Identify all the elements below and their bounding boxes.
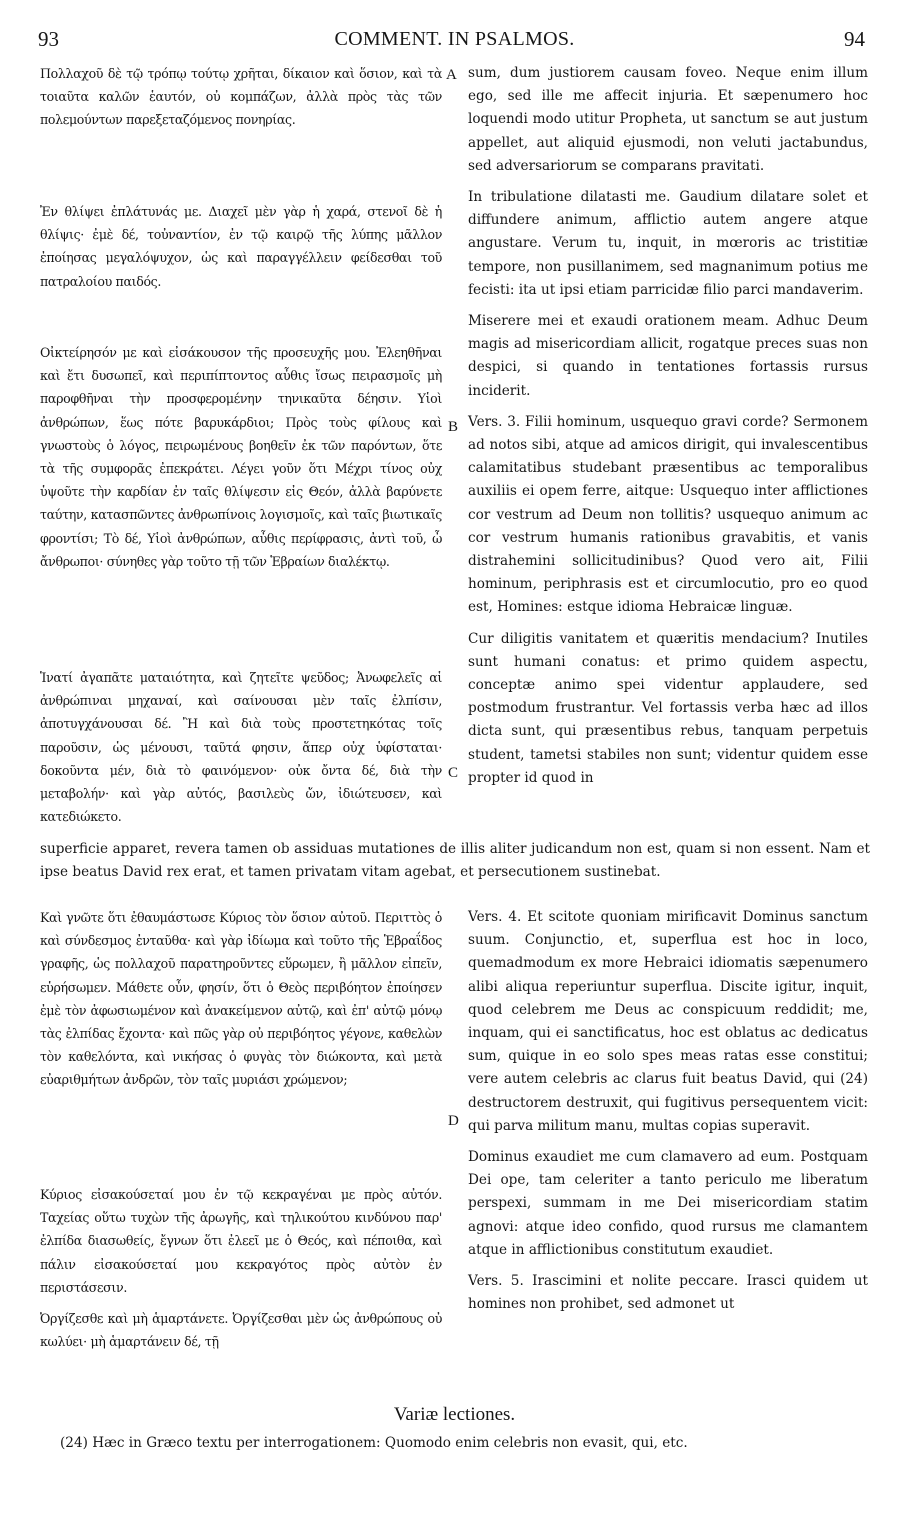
greek-paragraph-6: Κύριος εἰσακούσεταί μου ἐν τῷ κεκραγέναι με πρὸς αὐτόν. Ταχείας οὕτω τυχὼν τῆς ἀρωγῆς, καὶ τηλικούτου κινδύνου παρ' ἐλπίδα διασωθείς, ἔγνων ὅτι ἐλεεῖ με ὁ Θεός, καὶ πέποιθα, καὶ πάλιν εἰσακούσεταί μου κεκραγότος πρὸς αὐτὸν ἐν περιστάσεσιν. Ὀργίζεσθε καὶ μὴ ἁμαρτάνετε. Ὀργίζεσθαι μὲν ὡς ἀνθρώπους οὐ κωλύει· μὴ ἁμαρτάνειν δέ, τῇ [40,1187,442,1350]
margin-marker-b: B [448,419,459,435]
latin-paragraph-2: In tribulatione dilatasti me. Gaudium dilatare solet et diffundere animum, afflictio autem angere atque angustare. Verum tu, inquit, in mœroris ac tristitiæ tempore, non pusillanimem, sed magnanimum potius me fecisti: ita ut ipsi etiam parricidæ filio parci mandaverim. [468,189,868,298]
greek-paragraph-2: Ἐν θλίψει ἐπλάτυνάς με. Διαχεῖ μὲν γὰρ ἡ χαρά, στενοῖ δὲ ἡ θλίψις· ἐμὲ δέ, τοὐναντίον, ἐν τῷ καιρῷ τῆς λύπης μᾶλλον ἐποίησας μεγαλόψυχον, ὡς καὶ παραγγέλλειν φείδεσθαι τοῦ πατραλοίου παιδός. [40,204,442,289]
full-width-paragraph: superficie apparet, revera tamen ob assiduas mutationes de illis aliter judicandum non est, quam si non essent. Nam et ipse beatus David rex erat, et tamen privatam vitam agebat, et persecutionem sustinebat. [40,841,870,881]
latin-paragraph-7: Dominus exaudiet me cum clamavero ad eum. Postquam Dei ope, tam celeriter a tanto periculo me liberatum perspexi, summam in me Dei misericordiam statim agnovi: atque ideo confido, quod rursus me clamantem atque in afflictionibus constitutum exaudiet. [468,1149,868,1258]
running-title: COMMENT. IN PSALMOS. [334,28,575,50]
latin-column-lower [468,906,868,1324]
footnote: (24) Hæc in Græco textu per interrogationem: Quomodo enim celebris non evasit, qui, etc. [60,1435,688,1451]
margin-marker-c: C [448,765,459,781]
latin-paragraph-1: sum, dum justiorem causam foveo. Neque enim illum ego, sed ille me affecit injuria. Et sæpenumero hoc loquendi modo utitur Propheta, ut sanctum se aut justum appellet, aut aliquid ejusmodi, non veluti jactabundus, sed adversariorum se comparans pravitati. [468,65,868,174]
greek-paragraph-1: Πολλαχοῦ δὲ τῷ τρόπῳ τούτῳ χρῆται, δίκαιον καὶ ὅσιον, καὶ τὰ τοιαῦτα καλῶν ἑαυτόν, οὐ κομπάζων, ἀλλὰ πρὸς τὰς τῶν πολεμούντων παρεξεταζόμενος πονηρίας. [40,66,442,128]
page-number-left: 93 [38,27,59,51]
latin-paragraph-8: Vers. 5. Irascimini et nolite peccare. Irasci quidem ut homines non prohibet, sed admonet ut [468,1273,868,1313]
latin-paragraph-3: Miserere mei et exaudi orationem meam. Adhuc Deum magis ad misericordiam allicit, rogatque preces suas non despici, si quando in tentationes fortassis rursus inciderit. [468,313,868,399]
latin-paragraph-5: Cur diligitis vanitatem et quæritis mendacium? Inutiles sunt humani conatus: et primo quidem aspectu, conceptæ animo spei videntur applaudere, sed postmodum frustrantur. Vel fortassis verba hæc ad illos dicta sunt, qui præsentibus rebus, tanquam perpetuis student, tametsi stabiles non sunt; videntur quidem esse propter id quod in [468,630,868,786]
margin-marker-d: D [448,1113,459,1129]
latin-paragraph-6: Vers. 4. Et scitote quoniam mirificavit Dominus sanctum suum. Conjunctio, et, superflua est hoc in loco, quemadmodum ex more Hebraici idiomatis sæpenumero alibi aliqua reperiuntur superflua. Discite igitur, inquit, quod celebrem me Deus ac conspicuum reddidit; me, inquam, qui ei sanctificatus, hoc est oblatus ac dedicatus sum, quique in eo solo spes meas ratas esse constitui; vere autem celebris ac clarus fuit beatus David, qui (24) destructorem destruxit, qui fugitivus persequentem vicit: qui parva militum manu, multas copias superavit. [468,909,868,1134]
greek-paragraph-3: Οἰκτείρησόν με καὶ εἰσάκουσον τῆς προσευχῆς μου. Ἐλεηθῆναι καὶ ἔτι δυσωπεῖ, καὶ περιπίπτοντος αὖθις ἴσως πειρασμοῖς μὴ παροφθῆναι τὴν προσφερομένην τηνικαῦτα δέησιν. Υἱοὶ ἀνθρώπων, ἕως πότε βαρυκάρδιοι; Πρὸς τοὺς φίλους καὶ γνωστοὺς ὁ λόγος, πειρωμένους βοηθεῖν ἐκ τῶν παρόντων, ὅτε τὰ τῆς συμφορᾶς ἐπεκράτει. Λέγει γοῦν ὅτι Μέχρι τίνος οὐχ ὑψοῦτε τὴν καρδίαν ἐν ταῖς θλίψεσιν εἰς Θεόν, ἀλλὰ βαρύνετε ταύτην, κατασπῶντες ἀνθρωπίνοις λογισμοῖς, καὶ ταῖς βιωτικαῖς φροντίσι; Τὸ δέ, Υἱοὶ ἀνθρώπων, αὖθις περίφρασις, ἀντὶ τοῦ, ὦ ἄνθρωποι· σύνηθες γὰρ τοῦτο τῇ τῶν Ἑβραίων διαλέκτῳ. [40,345,442,569]
margin-marker-a: A [446,67,457,83]
page-number-right: 94 [844,27,865,51]
page-header [0,28,909,58]
variae-lectiones-heading: Variæ lectiones. [393,1404,516,1425]
greek-paragraph-5: Καὶ γνῶτε ὅτι ἐθαυμάστωσε Κύριος τὸν ὅσιον αὐτοῦ. Περιττὸς ὁ καὶ σύνδεσμος ἐνταῦθα· καὶ γὰρ ἰδίωμα καὶ τοῦτο τῆς Ἑβραΐδος γραφῆς, ὡς πολλαχοῦ παρατηροῦντες εὕρωμεν, ἢ μᾶλλον εἰπεῖν, εὑρήσωμεν. Μάθετε οὖν, φησίν, ὅτι ὁ Θεὸς περιβόητον ἐποίησεν ἐμὲ τὸν ἀφωσιωμένον καὶ ἀνακείμενον αὐτῷ, καὶ ἐπ' αὐτῷ μόνῳ τὰς ἐλπίδας ἔχοντα· καὶ πῶς γὰρ οὐ περιβόητος γέγονε, καθελὼν τὸν καθελόντα, καὶ νικήσας ὁ φυγὰς τὸν διώκοντα, καὶ μετὰ εὐαριθμήτων ἀνδρῶν, τὸν ταῖς μυριάσι χρώμενον; [40,910,442,1088]
latin-column-upper [468,62,868,798]
greek-paragraph-4: Ἱνατί ἀγαπᾶτε ματαιότητα, καὶ ζητεῖτε ψεῦδος; Ἀνωφελεῖς αἱ ἀνθρώπιναι μηχαναί, καὶ σαίνουσαι μὲν ταῖς ἐλπίσιν, ἀποτυγχάνουσαι δέ. Ἢ καὶ διὰ τοὺς προστετηκότας τοῖς παροῦσιν, ὡς μένουσι, ταῦτά φησιν, ἅπερ οὐχ ὑφίσταται· δοκοῦντα μέν, διὰ τὸ φαινόμενον· οὐκ ὄντα δέ, διὰ τὴν μεταβολήν· καὶ γὰρ αὐτός, βασιλεὺς ὤν, ἰδιώτευσεν, καὶ κατεδιώκετο. [40,670,442,825]
latin-paragraph-4: Vers. 3. Filii hominum, usquequo gravi corde? Sermonem ad notos sibi, atque ad amicos dirigit, qui invalescentibus calamitatibus studebant præsentibus ac temporalibus auxiliis ei opem ferre, aitque: Usquequo inter afflictiones cor vestrum ad Deum non tollitis? usquequo animum ac cor vestrum humanis rationibus gravabitis, et vanis distrahemini sollicitudinibus? Quod vero ait, Filii hominum, periphrasis est et circumlocutio, pro eo quod est, Homines: estque idioma Hebraicæ linguæ. [468,413,868,616]
